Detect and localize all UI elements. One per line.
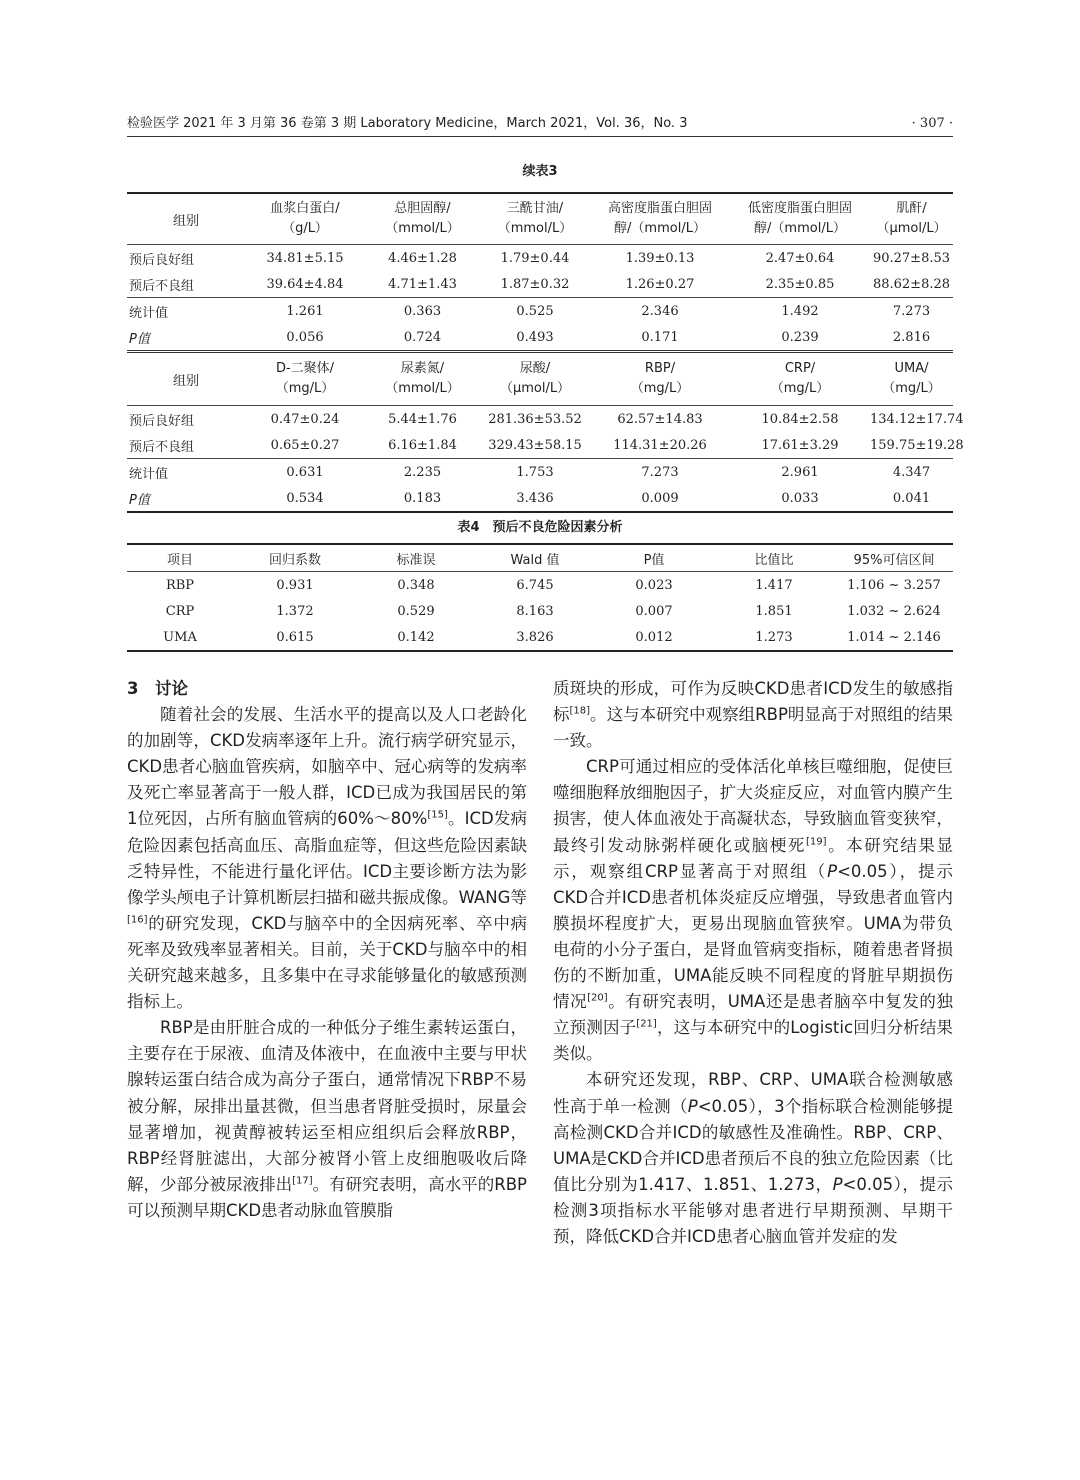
col-header: D-二聚体/ （mg/L） xyxy=(275,361,335,396)
table-row: 统计值 0.631 2.235 1.753 7.273 2.961 4.347 xyxy=(127,459,953,486)
paragraph: RBP是由肝脏合成的一种低分子维生素转运蛋白，主要存在于尿液、血清及体液中，在血液中主要与甲状腺转运蛋白结合成为高分子蛋白，通常情况下RBP不易被分解，尿排出量甚微，但当患者肾脏受损时，尿量会显著增加，视黄醇被转运至相应组织后会释放RBP，RBP经肾脏滤出，大部分被肾小管上皮细胞吸收后降解，少部分被尿液排出[17]。有研究表明，高水平的RBP可以预测早期CKD患者动脉血管膜脂 xyxy=(127,1018,528,1220)
table3-part2-header xyxy=(127,352,953,406)
table3-caption: 续表3 xyxy=(522,164,558,179)
paragraph: CRP可通过相应的受体活化单核巨噬细胞，促使巨噬细胞释放细胞因子，扩大炎症反应，对血管内膜产生损害，使人体血液处于高凝状态，导致脑血管变狭窄，最终引发动脉粥样硬化或脑梗死[19]。本研究结果显示，观察组CRP显著高于对照组（P<0.05），提示CKD合并ICD患者机体炎症反应增强，导致患者血管内膜损坏程度扩大，更易出现脑血管狭窄。UMA为带负电荷的小分子蛋白，是肾血管病变指标，随着患者肾损伤的不断加重，UMA能反映不同程度的肾脏早期损伤情况[20]。有研究表明，UMA还是患者脑卒中复发的独立预测因子[21]，这与本研究中的Logistic回归分析结果类似。 xyxy=(553,757,954,1064)
col-header: CRP/ （mg/L） xyxy=(770,361,830,396)
running-header xyxy=(127,114,953,134)
body-column-right xyxy=(553,676,953,1250)
table-row: 预后不良组 39.64±4.84 4.71±1.43 1.87±0.32 1.26±0.27 2.35±0.85 88.62±8.28 xyxy=(129,276,951,294)
table-row: CRP 1.372 0.529 8.163 0.007 1.851 1.032 ~ 2.624 xyxy=(165,603,941,619)
table4 xyxy=(127,543,953,652)
col-header: 尿素氮/ （mmol/L） xyxy=(385,361,460,396)
table-row: RBP 0.931 0.348 6.745 0.023 1.417 1.106 ~ 3.257 xyxy=(127,572,953,599)
col-header: UMA/ （mg/L） xyxy=(882,361,941,396)
table-row: 预后不良组 0.65±0.27 6.16±1.84 329.43±58.15 114.31±20.26 17.61±3.29 159.75±19.28 xyxy=(129,437,964,455)
col-header: 三酰甘油/ （mmol/L） xyxy=(497,201,573,236)
col-header: 低密度脂蛋白胆固 醇/（mmol/L） xyxy=(747,201,852,236)
table-row: P值 0.534 0.183 3.436 0.009 0.033 0.041 xyxy=(127,485,953,512)
col-header: Wald 值 xyxy=(510,552,560,568)
table-row: 统计值 1.261 0.363 0.525 2.346 1.492 7.273 xyxy=(127,298,953,325)
journal-info: 检验医学 2021 年 3 月第 36 卷第 3 期 Laboratory Medicine，March 2021，Vol. 36，No. 3 xyxy=(127,116,688,131)
paragraph: 随着社会的发展、生活水平的提高以及人口老龄化的加剧等，CKD发病率逐年上升。流行病学研究显示，CKD患者心脑血管疾病，如脑卒中、冠心病等的发病率及死亡率显著高于一般人群，ICD已成为我国居民的第1位死因，占所有脑血管病的60%～80%[15]。ICD发病危险因素包括高血压、高脂血症等，但这些危险因素缺乏特异性，不能进行量化评估。ICD主要诊断方法为影像学头颅电子计算机断层扫描和磁共振成像。WANG等[16]的研究发现，CKD与脑卒中的全因病死率、卒中病死率及致残率显著相关。目前，关于CKD与脑卒中的相关研究越来越多，且多集中在寻求能够量化的敏感预测指标上。 xyxy=(127,705,527,1012)
paragraph: 质斑块的形成，可作为反映CKD患者ICD发生的敏感指标[18]。这与本研究中观察组RBP明显高于对照组的结果一致。 xyxy=(553,679,954,751)
paragraph: 本研究还发现，RBP、CRP、UMA联合检测敏感性高于单一检测（P<0.05），3个指标联合检测能够提高检测CKD合并ICD的敏感性及准确性。RBP、CRP、UMA是CKD合并ICD患者预后不良的独立危险因素（比值比分别为1.417、1.851、1.273，P<0.05），提示检测3项指标水平能够对患者进行早期预测、早期干预，降低CKD合并ICD患者心脑血管并发症的发 xyxy=(553,1070,954,1246)
group-header: 组别 xyxy=(172,213,199,229)
col-header: 95%可信区间 xyxy=(853,552,935,568)
table3-part1-header xyxy=(127,193,953,245)
table4-caption: 表4 预后不良危险因素分析 xyxy=(457,520,623,535)
table-row: UMA 0.615 0.142 3.826 0.012 1.273 1.014 ~ 2.146 xyxy=(127,624,953,651)
col-header: 标准误 xyxy=(396,552,436,568)
section-heading: 3 讨论 xyxy=(127,679,188,698)
col-header: RBP/ （mg/L） xyxy=(630,361,690,396)
col-header: 比值比 xyxy=(754,552,794,568)
col-header: 肌酐/ （μmol/L） xyxy=(876,201,947,236)
col-header: P值 xyxy=(643,552,665,568)
group-header: 组别 xyxy=(172,373,199,389)
header-rule xyxy=(127,136,953,137)
table-row: 预后良好组 34.81±5.15 4.46±1.28 1.79±0.44 1.39±0.13 2.47±0.64 90.27±8.53 xyxy=(127,245,953,272)
table4-header xyxy=(127,544,953,572)
page-number: · 307 · xyxy=(911,116,953,131)
col-header: 回归系数 xyxy=(268,552,321,568)
col-header: 高密度脂蛋白胆固 醇/（mmol/L） xyxy=(607,201,712,236)
col-header: 总胆固醇/ （mmol/L） xyxy=(385,201,460,236)
col-header: 尿酸/ （μmol/L） xyxy=(499,361,571,396)
col-header: 项目 xyxy=(166,552,193,568)
body-column-left xyxy=(127,676,527,1224)
col-header: 血浆白蛋白/ （g/L） xyxy=(270,201,340,236)
table3 xyxy=(127,192,964,513)
table-row: 预后良好组 0.47±0.24 5.44±1.76 281.36±53.52 62.57±14.83 10.84±2.58 134.12±17.74 xyxy=(127,406,953,433)
table-row: P值 0.056 0.724 0.493 0.171 0.239 2.816 xyxy=(129,329,931,347)
